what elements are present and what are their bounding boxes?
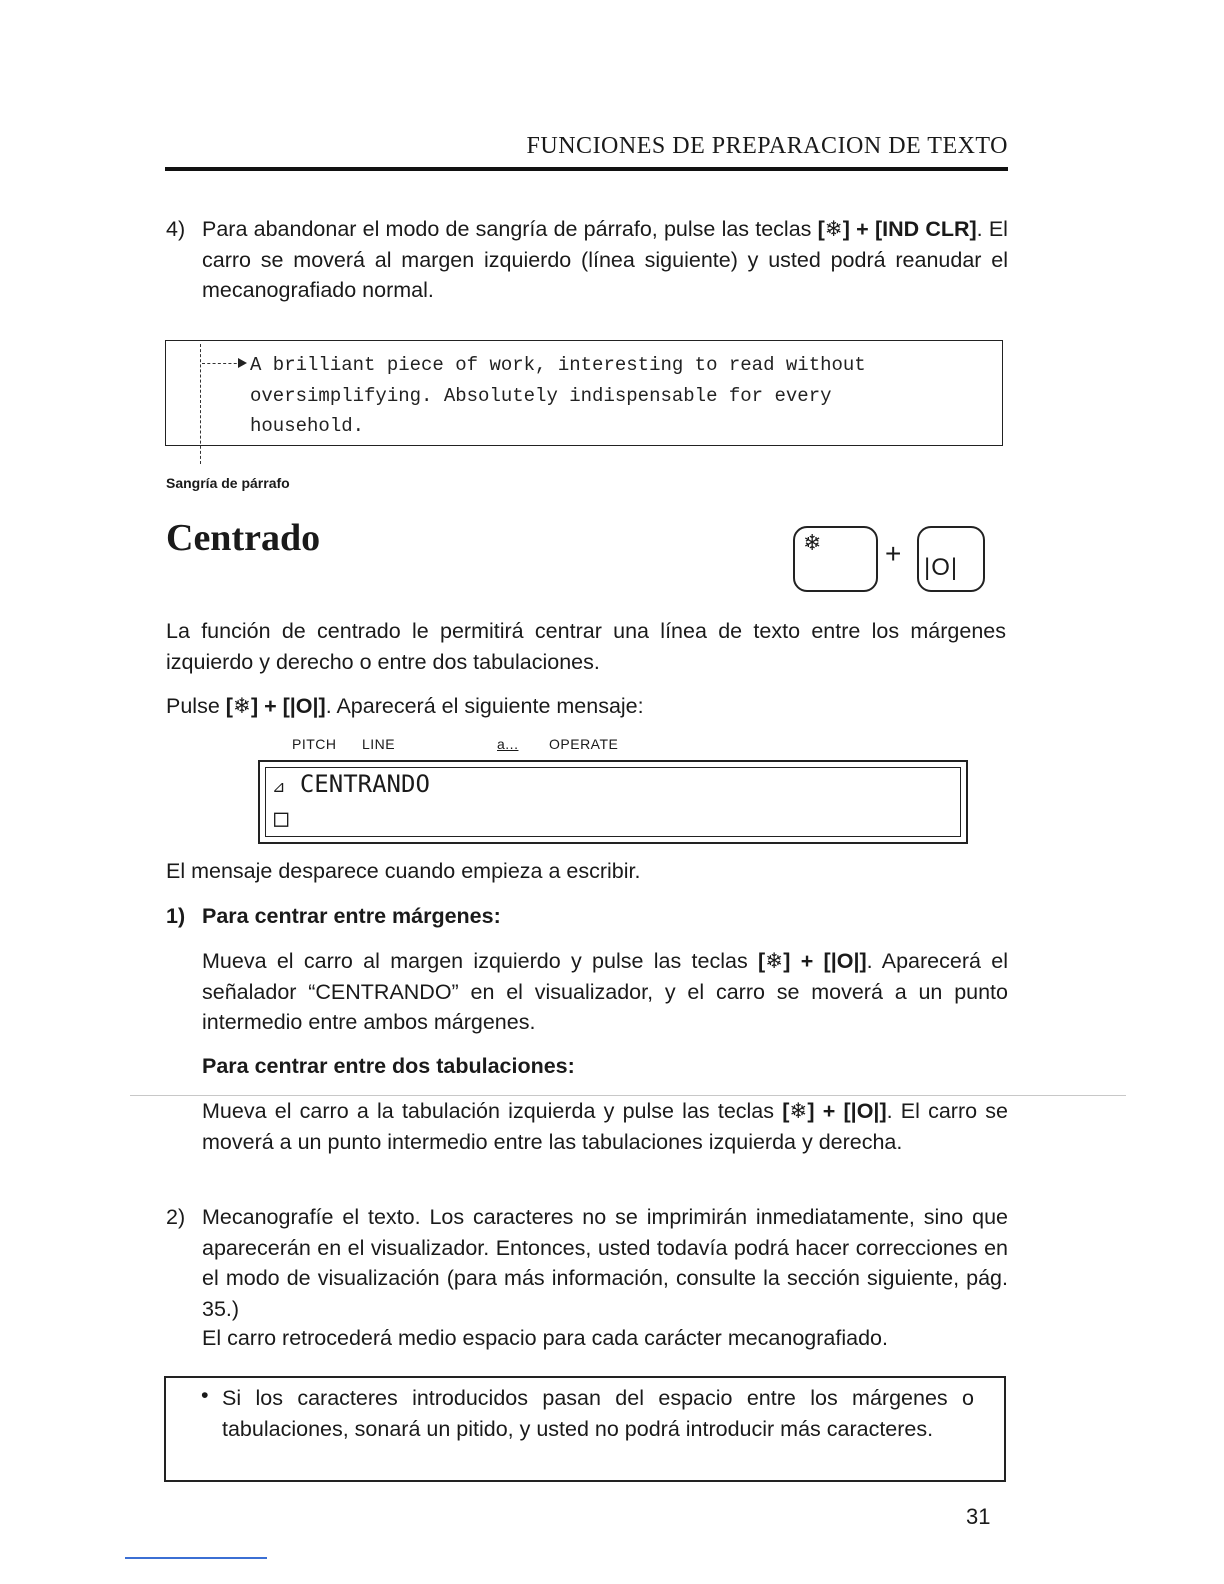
display-label-operate: OPERATE xyxy=(549,736,619,752)
example-line-3: household. xyxy=(250,415,365,437)
tabs-text-a: Mueva el carro a la tabulación izquierda y pulse las teclas xyxy=(202,1099,775,1123)
step-4-text-b: . El carro se moverá al margen izquierdo (línea siguiente) y usted podrá reanudar el mecanografiado normal. xyxy=(202,217,1008,302)
step-1-number: 1) xyxy=(166,904,186,928)
tabs-text xyxy=(202,1096,1008,1157)
code-key-ref: [❄] xyxy=(817,217,850,241)
tabs-text-b: . El carro se moverá a un punto intermedio entre las tabulaciones izquierda y derecha. xyxy=(202,1099,1008,1154)
step-4-text xyxy=(202,214,1008,306)
section-title: Centrado xyxy=(166,517,321,559)
center-symbol-icon: |O| xyxy=(924,554,959,581)
example-line-2: oversimplifying. Absolutely indispensable for every xyxy=(250,384,832,407)
page-number: 31 xyxy=(966,1504,991,1529)
step-2-number: 2) xyxy=(166,1205,186,1229)
display-label-a: a... xyxy=(497,736,519,752)
example-text xyxy=(250,350,990,442)
snowflake-icon: ❄ xyxy=(803,530,822,555)
step-4-number: 4) xyxy=(166,217,186,241)
lcd-centrando-text: CENTRANDO xyxy=(299,770,430,798)
step-1-text-a: Mueva el carro al margen izquierdo y pulse las teclas xyxy=(202,949,748,973)
running-header: FUNCIONES DE PREPARACION DE TEXTO xyxy=(526,133,1008,159)
key-plus-sign: + xyxy=(885,538,902,569)
step-1-keys: [❄] + [|O|] xyxy=(758,949,867,973)
centrado-intro: La función de centrado le permitirá centrar una línea de texto entre los márgenes izquierdo y derecho o entre dos tabulaciones. xyxy=(166,619,1006,674)
lcd-line-1 xyxy=(272,770,430,798)
indent-arrow-line xyxy=(202,363,242,364)
indent-guide-line xyxy=(200,344,201,464)
bottom-rule xyxy=(125,1557,267,1559)
step-1-heading: Para centrar entre márgenes: xyxy=(202,904,501,928)
return-arrow-icon: ⊿ xyxy=(272,777,286,796)
display-label-pitch: PITCH xyxy=(292,736,337,752)
pulse-keys: [❄] + [|O|] xyxy=(225,694,326,718)
step-4-text-a: Para abandonar el modo de sangría de párrafo, pulse las teclas xyxy=(202,217,812,241)
display-label-line: LINE xyxy=(362,736,396,752)
example-caption: Sangría de párrafo xyxy=(166,475,290,491)
header-rule xyxy=(165,167,1008,171)
bullet-icon: • xyxy=(201,1383,209,1407)
pulse-tail: . Aparecerá el siguiente mensaje: xyxy=(325,694,644,718)
plus-sign: + xyxy=(856,217,869,241)
indent-arrowhead-icon xyxy=(238,358,247,368)
step-1-text-b: . Aparecerá el señalador “CENTRANDO” en el visualizador, y el carro se moverá a un punto intermedio entre ambos márgenes. xyxy=(202,949,1008,1034)
after-display-text: El mensaje desparece cuando empieza a escribir. xyxy=(166,859,641,883)
step-2-text-2: El carro retrocederá medio espacio para cada carácter mecanografiado. xyxy=(202,1326,888,1350)
pulse-label: Pulse xyxy=(166,694,220,718)
ind-clr-key-ref: [IND CLR] xyxy=(874,217,977,241)
step-1-text xyxy=(202,946,1008,1038)
lcd-cursor-icon: □ xyxy=(274,804,289,832)
tabs-heading: Para centrar entre dos tabulaciones: xyxy=(202,1054,575,1078)
pulse-instruction xyxy=(166,691,1006,722)
note-text: Si los caracteres introducidos pasan del espacio entre los márgenes o tabulaciones, sonará un pitido, y usted no podrá introducir más caracteres. xyxy=(222,1386,974,1441)
example-line-1: A brilliant piece of work, interesting to read without xyxy=(250,354,866,376)
tabs-keys: [❄] + [|O|] xyxy=(782,1099,887,1123)
step-2-text: Mecanografíe el texto. Los caracteres no se imprimirán inmediatamente, sino que aparecerán en el visualizador. Entonces, usted todavía podrá hacer correcciones en el modo de visualización (para más información, consulte la sección siguiente, pág. 35.) xyxy=(202,1205,1008,1321)
